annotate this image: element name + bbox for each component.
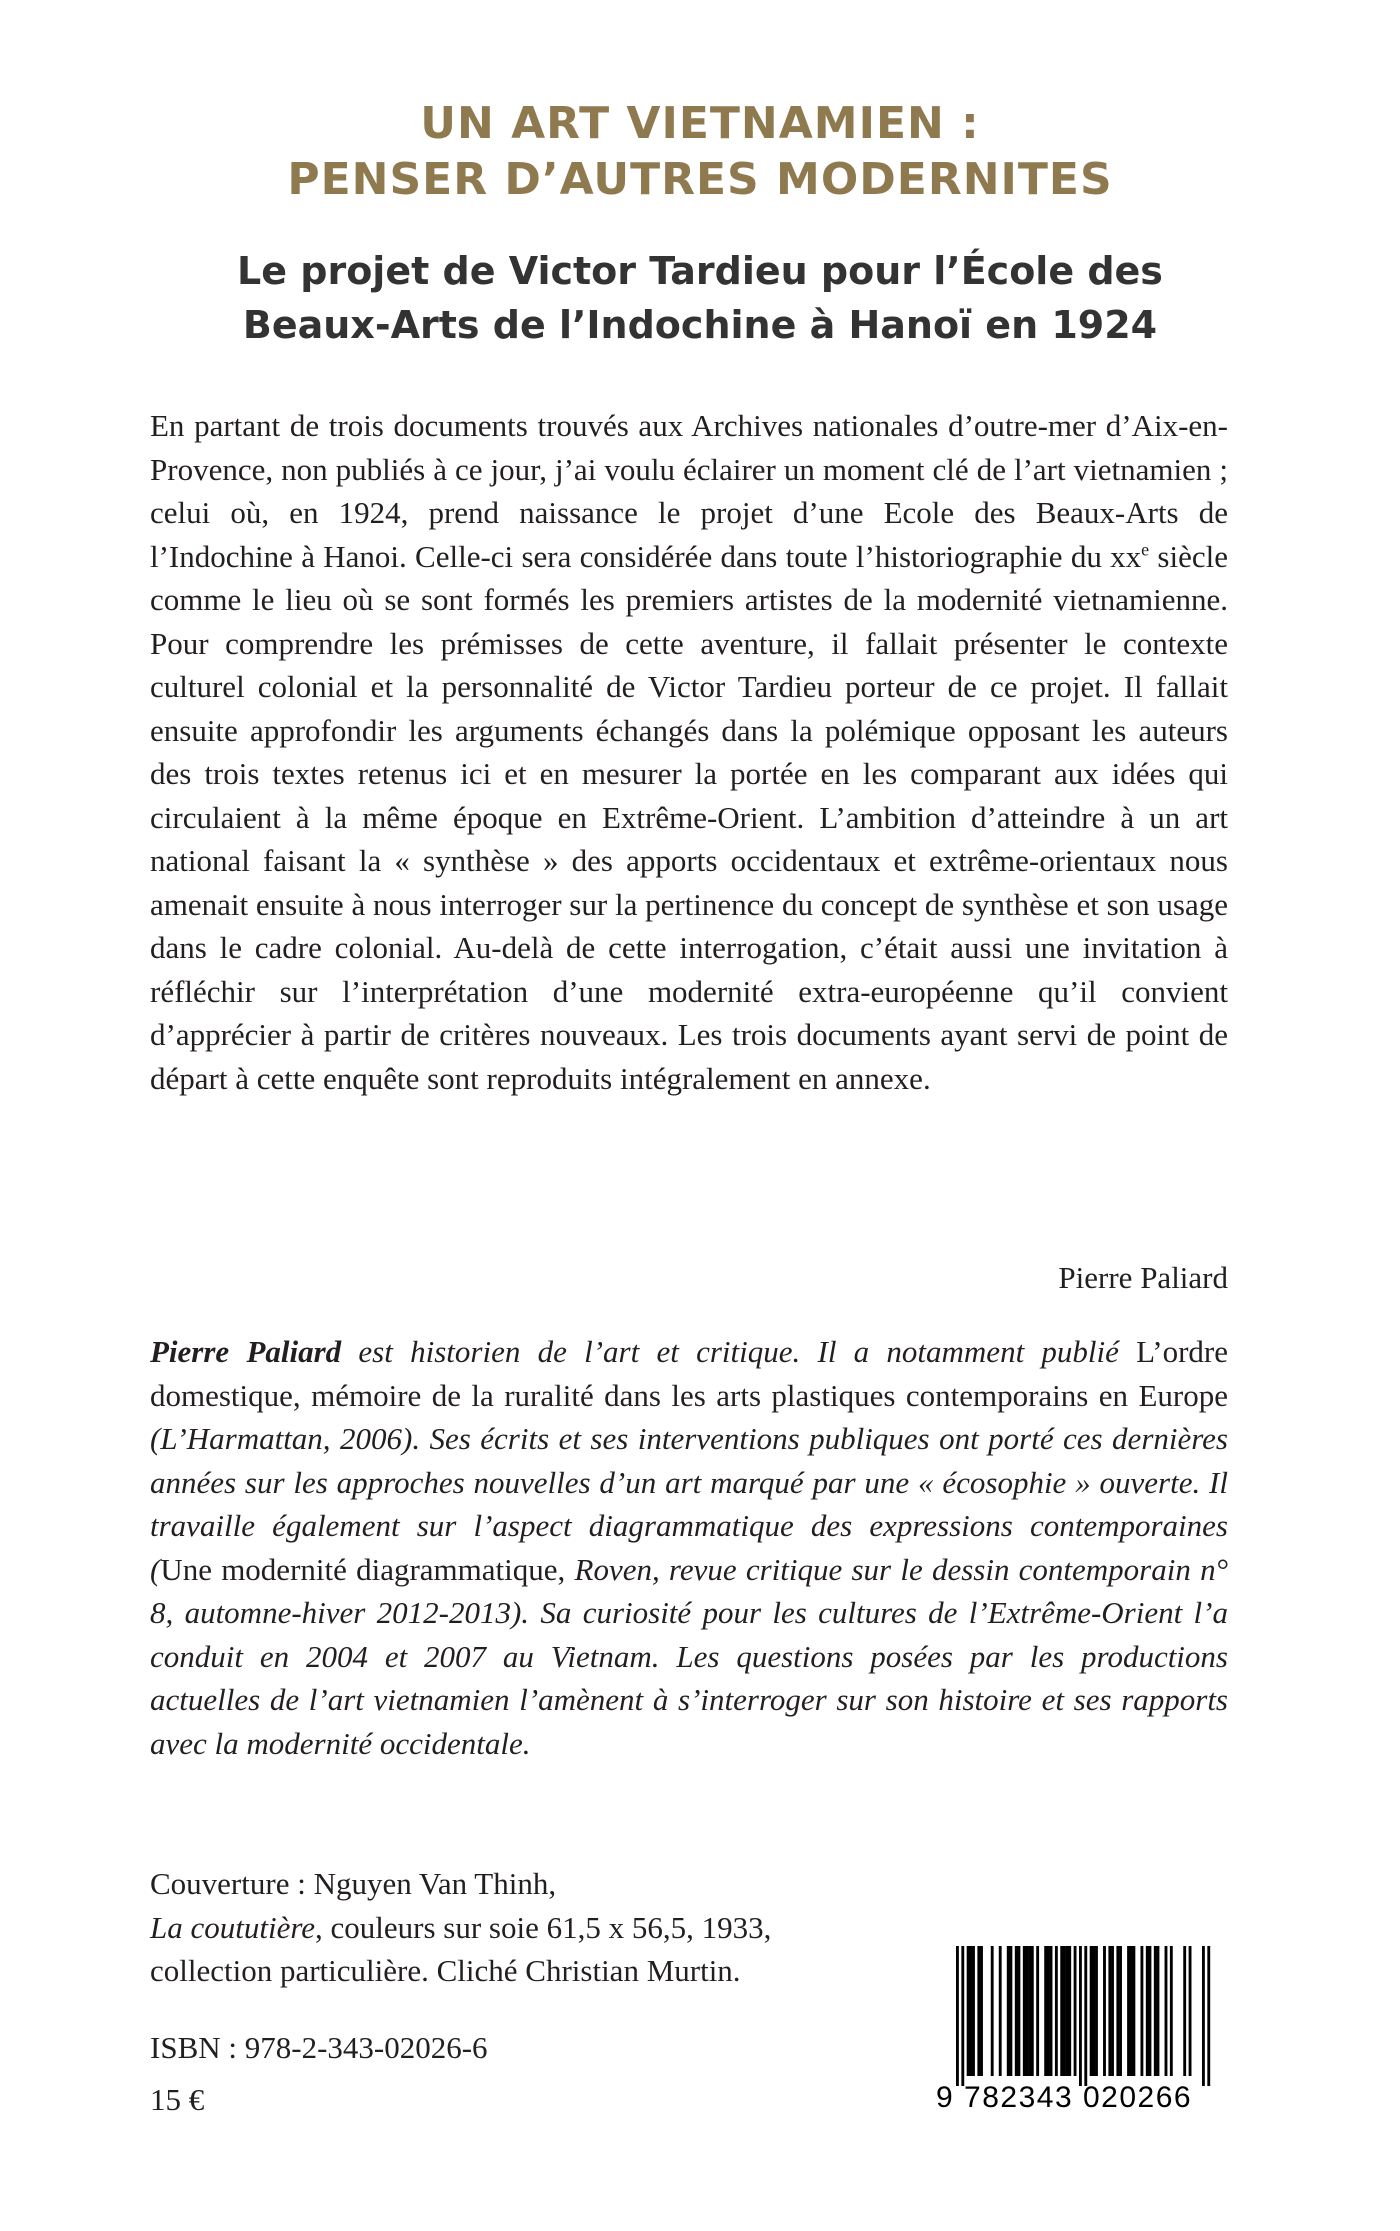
book-title-line-2: PENSER D’AUTRES MODERNITES bbox=[287, 154, 1113, 205]
century-numeral: xx bbox=[1110, 538, 1142, 574]
book-subtitle-line-1: Le projet de Victor Tardieu pour l’École des bbox=[237, 249, 1163, 293]
barcode-bar bbox=[1154, 1946, 1157, 2076]
barcode-bar bbox=[1017, 1946, 1020, 2076]
cover-credit-line-2-rest: , couleurs sur soie 61,5 x 56,5, 1933, bbox=[315, 1909, 772, 1945]
bio-book-title-2: Une modernité diagrammatique, bbox=[160, 1551, 566, 1587]
barcode-bar bbox=[1130, 1946, 1133, 2076]
bio-text-2: (L’Harmattan, 2006). Ses écrits et ses interventions publiques ont porté ces dernières années sur les approches nouvelles d’un art marqué par une « écosophie » ouverte. Il travaille également sur l’aspect diagrammatique des expressions contemporaines ( bbox=[150, 1421, 1228, 1587]
book-title bbox=[0, 96, 1400, 208]
barcode-bar bbox=[1103, 1946, 1106, 2076]
barcode-bar bbox=[1026, 1946, 1029, 2076]
abstract-signature: Pierre Paliard bbox=[1058, 1260, 1228, 1295]
barcode-bar bbox=[1202, 1946, 1205, 2086]
bio-book-title-1: L’ordre domestique, mémoire de la ruralité dans les arts plastiques contemporains en Europe bbox=[150, 1334, 1228, 1413]
barcode-bar bbox=[1092, 1946, 1095, 2076]
barcode-bar bbox=[1111, 1946, 1114, 2076]
barcode-bar bbox=[980, 1946, 983, 2076]
barcode-bar bbox=[1116, 1946, 1119, 2076]
barcode-bar bbox=[1015, 1946, 1018, 2076]
barcode-bar bbox=[1028, 1946, 1031, 2076]
barcode-bar bbox=[1170, 1946, 1173, 2076]
barcode-bar bbox=[1165, 1946, 1168, 2076]
barcode-bar bbox=[1127, 1946, 1130, 2076]
author-bio bbox=[150, 1330, 1228, 1765]
title-block bbox=[0, 96, 1400, 352]
barcode-bar bbox=[1066, 1946, 1069, 2076]
barcode-bar bbox=[1074, 1946, 1077, 2076]
abstract-text-part-1: En partant de trois documents trouvés aux Archives nationales d’outre-mer d’Aix-en-Provence, non publiés à ce jour, j’ai voulu éclairer un moment clé de l’art vietnamien ; celui où, en 1924, prend naissance le projet d’une Ecole des Beaux-Arts de l’Indochine à Hanoi. Celle-ci sera considérée dans toute l’historiographie du bbox=[150, 408, 1228, 574]
barcode-bar bbox=[1055, 1946, 1058, 2076]
bio-text-1: est historien de l’art et critique. Il a notamment publié bbox=[341, 1334, 1137, 1369]
barcode-bar bbox=[1084, 1946, 1087, 2086]
abstract-text-part-2: siècle comme le lieu où se sont formés les premiers artistes de la modernité vietnamienne. Pour comprendre les prémisses de cette aventure, il fallait présenter le contexte culturel colonial et la personnalité de Victor Tardieu porteur de ce projet. Il fallait ensuite approfondir les arguments échangés dans la polémique opposant les auteurs des trois textes retenus ici et en mesurer la portée en les comparant aux idées qui circulaient à la même époque en Extrême-Orient. L’ambition d’atteindre à un art national faisant la « synthèse » des apports occidentaux et extrême-orientaux nous amenait ensuite à nous interroger sur la pertinence du concept de synthèse et son usage dans le cadre colonial. Au-delà de cette interrogation, c’était aussi une invitation à réfléchir sur l’interprétation d’une modernité extra-européenne qu’il convient d’apprécier à partir de critères nouveaux. Les trois documents ayant servi de point de départ à cette enquête sont reproduits intégralement en annexe. bbox=[150, 538, 1228, 1096]
barcode-bar bbox=[1007, 1946, 1010, 2076]
barcode-bar bbox=[1119, 1946, 1122, 2076]
cover-work-title: La coututière bbox=[150, 1909, 316, 1945]
century-superscript: e bbox=[1141, 539, 1150, 560]
book-subtitle bbox=[0, 244, 1400, 352]
barcode-bar bbox=[1063, 1946, 1066, 2076]
barcode-bar bbox=[1207, 1946, 1210, 2086]
barcode-bar bbox=[977, 1946, 980, 2076]
barcode-bar bbox=[972, 1946, 975, 2076]
barcode-bar bbox=[1036, 1946, 1039, 2076]
barcode-bar bbox=[1009, 1946, 1012, 2076]
cover-credit-line-2 bbox=[150, 1906, 850, 1950]
barcode-bar bbox=[1140, 1946, 1143, 2076]
abstract-paragraph bbox=[150, 404, 1228, 1100]
barcode-bar bbox=[967, 1946, 970, 2076]
barcode-bar bbox=[1047, 1946, 1050, 2076]
barcode-bar bbox=[1044, 1946, 1047, 2076]
barcode-bar bbox=[1149, 1946, 1152, 2076]
barcode-bar bbox=[956, 1946, 959, 2086]
barcode-bar bbox=[1157, 1946, 1160, 2076]
barcode-bar bbox=[1023, 1946, 1026, 2076]
cover-credit-line-1: Couverture : Nguyen Van Thinh, bbox=[150, 1866, 557, 1901]
barcode-bar bbox=[1031, 1946, 1034, 2076]
bio-text-3: Roven, revue critique sur le dessin contemporain n° 8, automne-hiver 2012-2013). Sa curiosité pour les cultures de l’Extrême-Orient l’a conduit en 2004 et 2007 au Vietnam. Les questions posées par les productions actuelles de l’art vietnamien l’amènent à s’interroger sur son histoire et ses rapports avec la modernité occidentale. bbox=[150, 1551, 1228, 1761]
cover-credit-line-3: collection particulière. Cliché Christian Murtin. bbox=[150, 1953, 741, 1988]
book-title-line-1: UN ART VIETNAMIEN : bbox=[420, 98, 980, 149]
abstract bbox=[150, 404, 1228, 1100]
cover-credit bbox=[150, 1862, 850, 1993]
barcode-bar bbox=[1146, 1946, 1149, 2076]
barcode-bar bbox=[1108, 1946, 1111, 2076]
barcode-bar bbox=[999, 1946, 1002, 2076]
barcode-bar bbox=[1090, 1946, 1093, 2076]
barcode-digits: 9 782343 020266 bbox=[936, 2081, 1193, 2114]
barcode-bar bbox=[1183, 1946, 1186, 2076]
barcode-bar bbox=[1050, 1946, 1053, 2076]
barcode bbox=[936, 1946, 1214, 2120]
barcode-bar bbox=[1095, 1946, 1098, 2076]
price: 15 € bbox=[150, 2082, 205, 2117]
barcode-bar bbox=[1079, 1946, 1082, 2086]
barcode-bar bbox=[1068, 1946, 1071, 2076]
barcode-bar bbox=[1189, 1946, 1192, 2076]
book-subtitle-line-2: Beaux-Arts de l’Indochine à Hanoï en 1924 bbox=[242, 303, 1158, 347]
barcode-bars bbox=[936, 1946, 1214, 2086]
bio-author-name: Pierre Paliard bbox=[150, 1334, 342, 1369]
barcode-bar bbox=[1132, 1946, 1135, 2076]
barcode-bar bbox=[991, 1946, 994, 2076]
barcode-bar bbox=[1060, 1946, 1063, 2076]
isbn: ISBN : 978-2-343-02026-6 bbox=[150, 2030, 488, 2065]
barcode-bar bbox=[969, 1946, 972, 2076]
barcode-bar bbox=[961, 1946, 964, 2086]
author-bio-paragraph bbox=[150, 1330, 1228, 1765]
